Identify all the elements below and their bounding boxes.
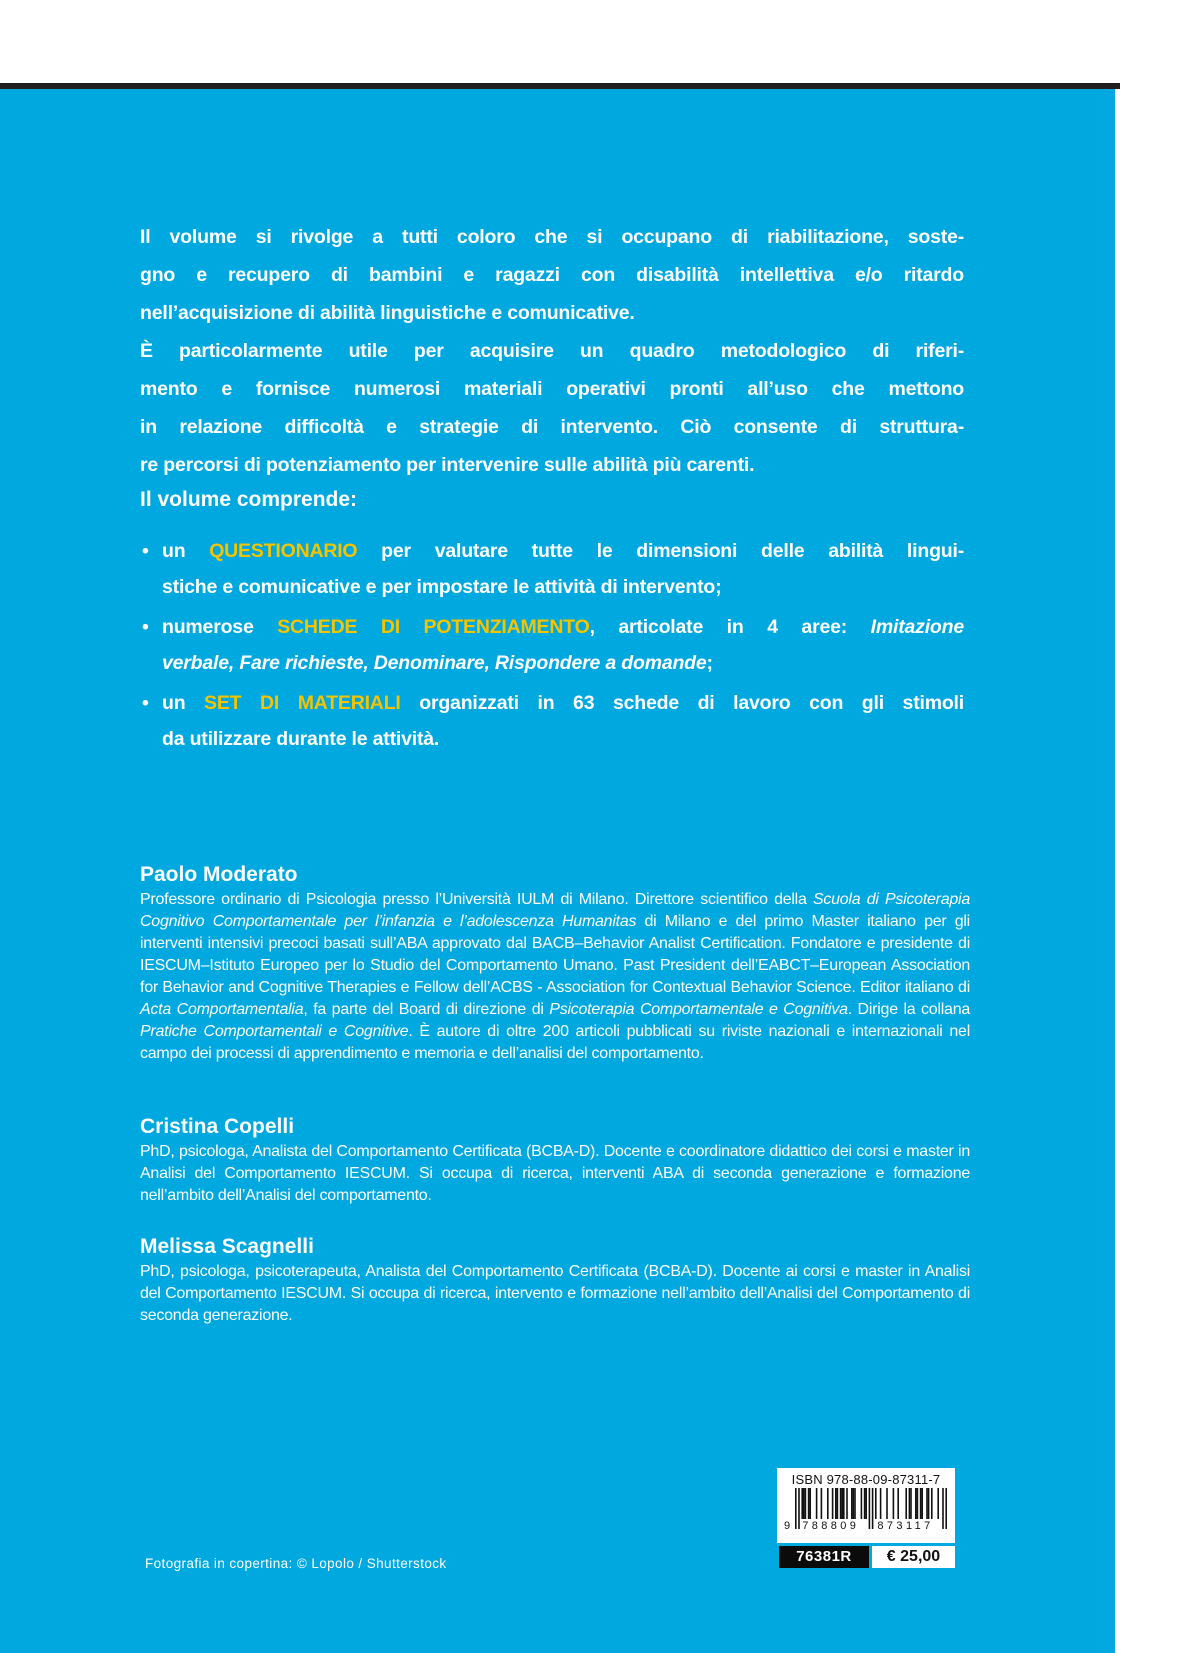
bullet-line: verbale, Fare richieste, Denominare, Rispondere a domande;: [162, 652, 713, 674]
bullet-line: un SET DI MATERIALI organizzati in 63 schede di lavoro con gli stimoli: [162, 692, 964, 714]
intro-line: Il volume si rivolge a tutti coloro che si occupano di riabilitazione, soste-: [140, 226, 964, 248]
author-section-paolo-moderato: [140, 863, 970, 1065]
bullet-marker: •: [142, 616, 149, 638]
isbn-box: [777, 1468, 955, 1543]
bullet-line: stiche e comunicative e per impostare le attività di intervento;: [162, 576, 722, 598]
bullet-item-schede: [140, 609, 964, 681]
intro-line: re percorsi di potenziamento per intervenire sulle abilità più carenti.: [140, 454, 755, 476]
author-name: Paolo Moderato: [140, 863, 298, 886]
bullet-line: da utilizzare durante le attività.: [162, 728, 440, 750]
product-code-badge: 76381R: [779, 1546, 869, 1568]
price-badge: € 25,00: [872, 1546, 955, 1568]
bullet-item-questionario: [140, 533, 964, 605]
svg-text:788809: 788809: [802, 1520, 860, 1530]
bullet-line: un QUESTIONARIO per valutare tutte le dimensioni delle abilità lingui-: [162, 540, 965, 562]
isbn-label: ISBN 978-88-09-87311-7: [791, 1472, 941, 1487]
author-section-melissa-scagnelli: [140, 1235, 970, 1327]
bullet-marker: •: [142, 540, 149, 562]
intro-line: in relazione difficoltà e strategie di intervento. Ciò consente di struttura-: [140, 416, 964, 438]
author-bio: PhD, psicologa, Analista del Comportamento Certificata (BCBA-D). Docente e coordinatore didattico dei corsi e master in Analisi del Comportamento IESCUM. Si occupa di ricerca, interventi ABA di seconda generazione e formazione nell’ambito dell’Analisi del comportamento.: [140, 1143, 970, 1204]
author-bio: PhD, psicologa, psicoterapeuta, Analista del Comportamento Certificata (BCBA-D). Docente ai corsi e master in Analisi del Comportamento IESCUM. Si occupa di ricerca, intervento e formazione nell’ambito dell’Analisi del Comportamento di seconda generazione.: [140, 1263, 970, 1324]
barcode: [783, 1488, 949, 1530]
bullet-item-materiali: [140, 685, 964, 757]
author-bio: Professore ordinario di Psicologia presso l’Università IULM di Milano. Direttore scientifico della Scuola di Psicoterapia Cognitivo Comportamentale per l’infanzia e l’adolescenza Humanitas di Milano e del primo Master italiano per gli interventi intensivi precoci basati sull’ABA approvato dal BACB–Behavior Analist Certification. Fondatore e presidente di IESCUM–Istituto Europeo per lo Studio del Comportamento Umano. Past President dell’EABCT–European Association for Behavior and Cognitive Therapies e Fellow dell’ACBS - Association for Contextual Behavior Science. Editor italiano di Acta Comportamentalia, fa parte del Board di direzione di Psicoterapia Comportamentale e Cognitiva. Dirige la collana Pratiche Comportamentali e Cognitive. È autore di oltre 200 articoli pubblicati su riviste nazionali e internazionali nel campo dei processi di apprendimento e memoria e dell’analisi del comportamento.: [140, 891, 971, 1062]
contents-heading: Il volume comprende:: [140, 488, 358, 511]
photo-credit: Fotografia in copertina: © Lopolo / Shutterstock: [145, 1556, 447, 1571]
svg-text:9: 9: [784, 1520, 791, 1530]
contents-bullet-list: [140, 533, 964, 761]
bullet-marker: •: [142, 692, 149, 714]
bullet-line: numerose SCHEDE DI POTENZIAMENTO, articolate in 4 aree: Imitazione: [162, 616, 964, 638]
author-name: Melissa Scagnelli: [140, 1235, 314, 1258]
author-name: Cristina Copelli: [140, 1115, 295, 1138]
intro-line: mento e fornisce numerosi materiali operativi pronti all’uso che mettono: [140, 378, 964, 400]
svg-text:873117: 873117: [877, 1520, 934, 1530]
intro-text: [140, 218, 964, 484]
author-section-cristina-copelli: [140, 1115, 970, 1207]
intro-line: gno e recupero di bambini e ragazzi con disabilità intellettiva e/o ritardo: [140, 264, 964, 286]
intro-line: nell’acquisizione di abilità linguistiche e comunicative.: [140, 302, 635, 324]
intro-line: È particolarmente utile per acquisire un quadro metodologico di riferi-: [140, 340, 964, 362]
back-cover: [0, 89, 1115, 1653]
